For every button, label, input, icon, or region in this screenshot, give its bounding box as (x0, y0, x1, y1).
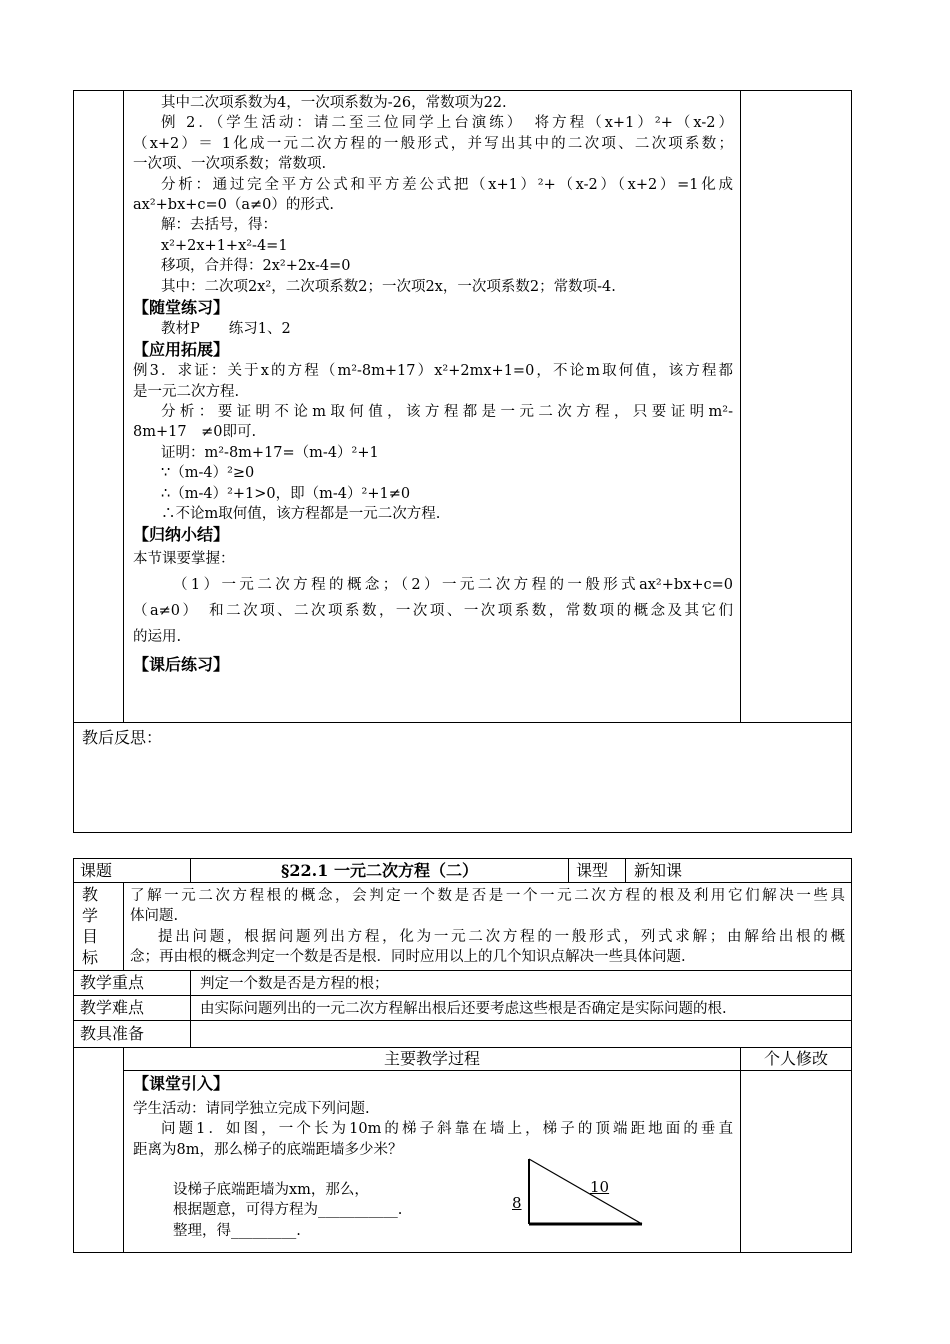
content-line: 证明：m²-8m+17=（m-4）²+1 (161, 444, 379, 461)
divider (625, 858, 626, 882)
content-line: （1）一元二次方程的概念；（2）一元二次方程的一般形式ax²+bx+c=0 (173, 577, 733, 594)
objective-line: 体问题. (130, 908, 179, 925)
process-line: 问题1．如图，一个长为10m的梯子斜靠在墙上，梯子的顶端距地面的垂直 (161, 1121, 733, 1138)
difficulty: 由实际问题列出的一元二次方程解出根后还要考虑这些根是否确定是实际问题的根. (200, 1001, 727, 1017)
type-label: 课型 (576, 861, 609, 880)
objective-line: 提出问题，根据问题列出方程，化为一元二次方程的一般形式，列式求解；由解给出根的概 (158, 928, 845, 945)
content-line: 是一元二次方程. (133, 383, 240, 400)
objective-label-char: 目 (82, 927, 99, 946)
equation-blank[interactable]: 根据题意，可得方程为___________. (173, 1202, 403, 1219)
lesson-title: §22.1 一元二次方程（二） (281, 861, 478, 880)
teaching-process-content (133, 93, 733, 676)
content-line: 本节课要掌握： (133, 551, 235, 568)
fill-line: 设梯子底端距墙为xm，那么， (173, 1182, 369, 1198)
fill-in-content (133, 1180, 513, 1241)
objective-label (82, 884, 102, 968)
objective-label-char: 教 (82, 885, 99, 904)
process-header: 主要教学过程 (383, 1049, 480, 1068)
hypotenuse-label: 10 (590, 1178, 610, 1196)
content-line: 8m+17 ≠0即可. (133, 424, 257, 441)
key-point: 判定一个数是否是方程的根； (200, 976, 389, 992)
section-heading: 【随堂练习】 (133, 297, 230, 317)
content-line: ax²+bx+c=0（a≠0）的形式. (133, 196, 335, 213)
content-line: 解：去括号，得： (161, 217, 277, 234)
section-heading: 【应用拓展】 (133, 340, 230, 360)
content-line: 例3．求证：关于x的方程（m²-8m+17）x²+2mx+1=0，不论m取何值，该方程都 (133, 363, 733, 380)
content-line: ∴不论m取何值，该方程都是一元二次方程. (161, 506, 441, 523)
content-line: （a≠0） 和二次项、二次项系数，一次项、一次项系数，常数项的概念及其它们 (133, 603, 733, 620)
content-line: （x+2）＝ 1化成一元二次方程的一般形式，并写出其中的二次项、二次项系数； (133, 135, 733, 152)
key-point-label: 教学重点 (80, 973, 145, 992)
objective-label-char: 学 (82, 906, 99, 925)
objective-text (130, 886, 845, 968)
section-heading: 【课堂引入】 (133, 1074, 230, 1093)
process-content (133, 1073, 733, 1160)
content-line: 其中：二次项2x²，二次项系数2；一次项2x，一次项系数2；常数项-4. (161, 278, 616, 295)
content-line: 分析：通过完全平方公式和平方差公式把（x+1）²+（x-2）（x+2）=1化成 (161, 176, 733, 193)
divider (740, 90, 741, 722)
revision-header: 个人修改 (763, 1049, 828, 1068)
divider (123, 90, 124, 722)
lesson-type: 新知课 (634, 861, 683, 880)
divider (123, 1047, 124, 1253)
topic-label: 课题 (80, 861, 113, 880)
simplified-blank[interactable]: 整理，得_________. (173, 1222, 301, 1239)
content-line: 分析：要证明不论m取何值，该方程都是一元二次方程，只要证明m²- (161, 404, 733, 421)
section-heading: 【归纳小结】 (133, 525, 230, 545)
reflection-label: 教后反思： (82, 728, 163, 747)
divider (190, 970, 191, 1047)
section-heading: 【课后练习】 (133, 655, 230, 675)
content-line: 移项，合并得：2x²+2x-4=0 (161, 258, 351, 275)
divider (73, 722, 852, 723)
content-line: x²+2x+1+x²-4=1 (161, 237, 288, 254)
content-line: ∴（m-4）²+1>0，即（m-4）²+1≠0 (161, 485, 411, 502)
content-line: 的运用. (133, 629, 182, 646)
divider (740, 1047, 741, 1253)
content-line: 教材P 练习1、2 (161, 320, 291, 337)
difficulty-label: 教学难点 (80, 998, 145, 1017)
side-label: 8 (512, 1194, 522, 1212)
divider (568, 858, 569, 882)
process-line: 距离为8m，那么梯子的底端距墙多少米？ (133, 1141, 403, 1158)
content-line: 例 2．（学生活动：请二至三位同学上台演练） 将方程（x+1）²+（x-2） (161, 115, 733, 132)
objective-label-char: 标 (82, 948, 99, 967)
content-line: ∵（m-4）²≥0 (161, 465, 255, 482)
objective-line: 了解一元二次方程根的概念，会判定一个数是否是一个一元二次方程的根及利用它们解决一些具 (130, 888, 845, 904)
content-line: 其中二次项系数为4，一次项系数为-26，常数项为22. (161, 95, 507, 111)
divider (123, 882, 124, 970)
tools-label: 教具准备 (80, 1024, 145, 1043)
objective-line: 念；再由根的概念判定一个数是否是根．同时应用以上的几个知识点解决一些具体问题. (130, 949, 686, 966)
content-line: 一次项、一次项系数；常数项. (133, 156, 327, 173)
ladder-triangle-figure (505, 1155, 650, 1230)
ladder-hypotenuse (529, 1159, 642, 1224)
process-line: 学生活动：请同学独立完成下列问题. (133, 1101, 370, 1117)
